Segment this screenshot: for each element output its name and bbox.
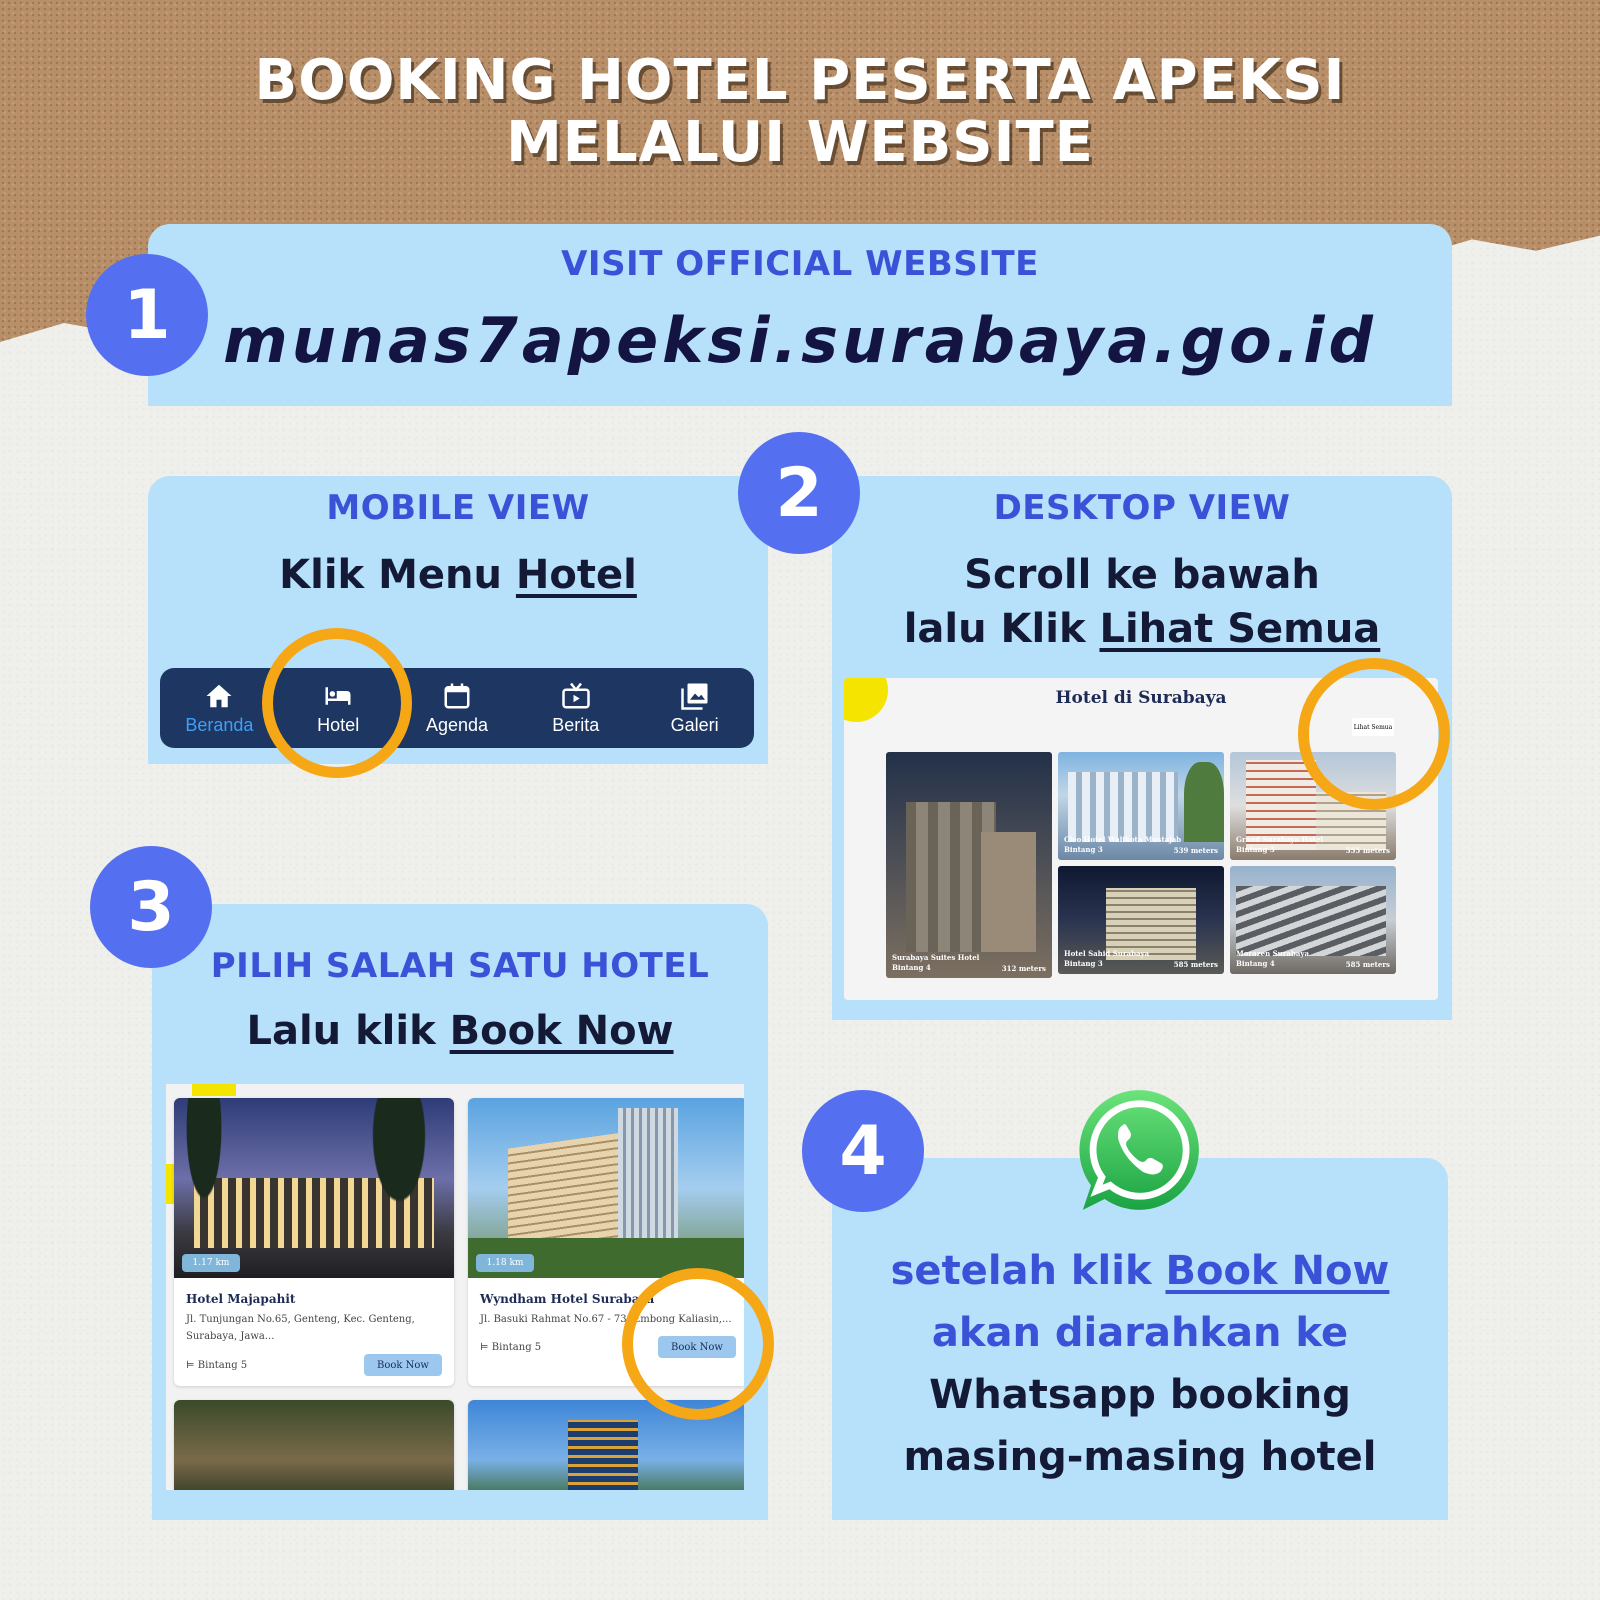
desktop-view-panel <box>832 476 1452 1020</box>
yellow-accent <box>166 1164 174 1204</box>
hotel-card <box>174 1098 454 1386</box>
calendar-icon <box>441 681 473 711</box>
hotel-address: Jl. Basuki Rahmat No.67 - 73, Embong Kaliasin,... <box>480 1314 732 1325</box>
mobile-bottom-nav <box>160 668 754 748</box>
mobile-view-panel <box>148 476 768 764</box>
nav-item-agenda[interactable]: Agenda <box>398 668 517 748</box>
distance-tag: 1.17 km <box>182 1254 240 1272</box>
hotel-photo <box>174 1098 454 1278</box>
hotel-card[interactable]: Surabaya Suites Hotel Bintang 4 312 meters <box>886 752 1052 978</box>
step2-badge: 2 <box>738 432 860 554</box>
step3-instruction: Lalu klik Book Now <box>246 1008 674 1054</box>
hotel-card[interactable]: Grand Surabaya Hotel Bintang 3 555 meters <box>1230 752 1396 860</box>
hotel-name: Hotel Majapahit <box>186 1292 296 1306</box>
distance-tag: 1.18 km <box>476 1254 534 1272</box>
step4-line1: setelah klik Book Now <box>890 1248 1390 1294</box>
nav-item-berita[interactable]: Berita <box>516 668 635 748</box>
desktop-view-heading: DESKTOP VIEW <box>993 488 1291 528</box>
step3-panel <box>152 904 768 1520</box>
hotel-stars: ⊨ Bintang 5 <box>480 1342 542 1353</box>
step3-badge: 3 <box>90 846 212 968</box>
home-icon <box>203 681 235 711</box>
tv-icon <box>560 681 592 711</box>
book-now-button[interactable]: Book Now <box>364 1354 442 1376</box>
nav-item-galeri[interactable]: Galeri <box>635 668 754 748</box>
step4-badge: 4 <box>802 1090 924 1212</box>
nav-item-hotel[interactable]: Hotel <box>279 668 398 748</box>
hotel-name: Wyndham Hotel Surabaya <box>480 1292 655 1306</box>
page-title: BOOKING HOTEL PESERTA APEKSI MELALUI WEBSITE <box>254 48 1346 175</box>
hotel-card[interactable]: Hotel Sahid Surabaya Bintang 3 585 meters <box>1058 866 1224 974</box>
website-url[interactable]: munas7apeksi.surabaya.go.id <box>223 304 1377 377</box>
book-now-link[interactable]: Book Now <box>449 1008 674 1054</box>
step1-heading: VISIT OFFICIAL WEBSITE <box>561 244 1039 284</box>
highlight-ring-book-now <box>622 1268 774 1420</box>
step1-panel <box>148 224 1452 406</box>
book-now-button[interactable]: Book Now <box>658 1336 736 1358</box>
hotel-stars: ⊨ Bintang 5 <box>186 1360 248 1371</box>
step4-line3: Whatsapp booking <box>929 1372 1351 1418</box>
see-all-button[interactable]: Lihat Semua <box>1352 718 1394 736</box>
hotel-menu-link[interactable]: Hotel <box>515 552 637 598</box>
gallery-icon <box>679 681 711 711</box>
nav-item-beranda[interactable]: Beranda <box>160 668 279 748</box>
desktop-view-instruction: Scroll ke bawah lalu Klik Lihat Semua <box>903 552 1381 652</box>
lihat-semua-link[interactable]: Lihat Semua <box>1099 606 1381 652</box>
highlight-ring-lihat-semua <box>1298 658 1450 810</box>
hotel-address: Jl. Tunjungan No.65, Genteng, Kec. Genteng, Surabaya, Jawa... <box>186 1314 415 1342</box>
step1-badge: 1 <box>86 254 208 376</box>
step4-line4: masing-masing hotel <box>903 1434 1377 1480</box>
hotel-card[interactable]: Cleo Hotel Walikota Mustajab Bintang 3 539 meters <box>1058 752 1224 860</box>
mobile-view-instruction: Klik Menu Hotel <box>279 552 637 598</box>
hotel-photo <box>468 1098 744 1278</box>
step4-line2: akan diarahkan ke <box>931 1310 1349 1356</box>
step3-heading: PILIH SALAH SATU HOTEL <box>210 946 710 986</box>
whatsapp-icon <box>1072 1082 1208 1218</box>
mobile-view-heading: MOBILE VIEW <box>326 488 590 528</box>
book-now-link[interactable]: Book Now <box>1165 1248 1390 1294</box>
hotel-card <box>174 1400 454 1490</box>
highlight-ring-hotel <box>262 628 412 778</box>
hotel-section-title: Hotel di Surabaya <box>1055 688 1227 708</box>
hotel-card[interactable]: Morazen Surabaya Bintang 4 585 meters <box>1230 866 1396 974</box>
yellow-accent <box>192 1084 236 1096</box>
